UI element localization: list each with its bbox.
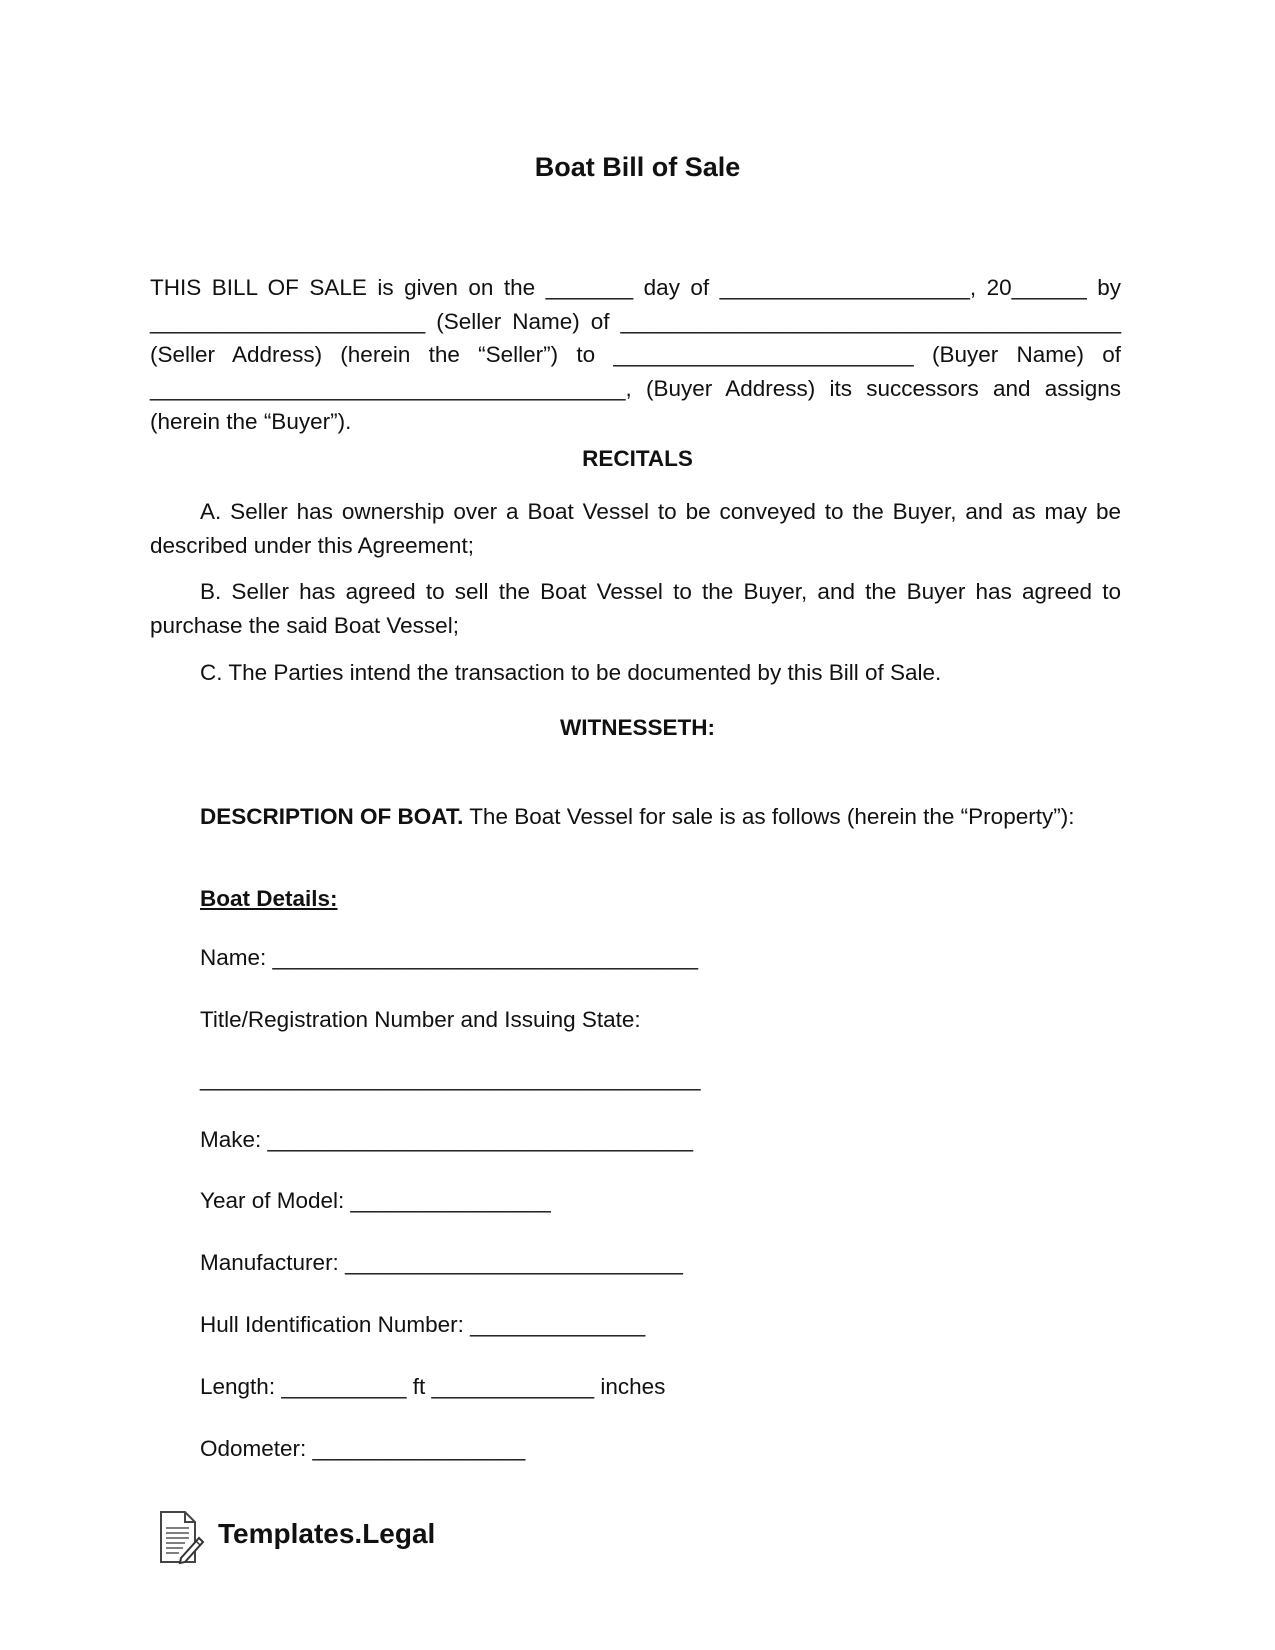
recital-a: A. Seller has ownership over a Boat Vessel to be conveyed to the Buyer, and as may be described under this Agreement; bbox=[150, 499, 1121, 558]
field-title-registration: Title/Registration Number and Issuing State: bbox=[200, 1007, 641, 1032]
field-title-registration-line: ________________________________________ bbox=[200, 1066, 701, 1091]
document-pen-icon bbox=[155, 1508, 205, 1566]
field-odometer: Odometer: _________________ bbox=[200, 1436, 526, 1461]
brand-name: Templates.Legal bbox=[218, 1518, 436, 1549]
field-year-of-model: Year of Model: ________________ bbox=[200, 1188, 551, 1213]
field-name: Name: __________________________________ bbox=[200, 945, 698, 970]
recitals-heading: RECITALS bbox=[582, 446, 693, 471]
field-hull-id: Hull Identification Number: ______________ bbox=[200, 1312, 646, 1337]
boat-details-heading: Boat Details: bbox=[200, 886, 338, 911]
recital-c: C. The Parties intend the transaction to be documented by this Bill of Sale. bbox=[200, 660, 942, 685]
witnesseth-heading: WITNESSETH: bbox=[560, 715, 715, 740]
intro-paragraph: THIS BILL OF SALE is given on the _______ day of ____________________, 20______ by ______________________ (Seller Name) of ________________________________________ (Seller Address) (herein the “Seller”) to ________________________ (Buyer Name) of ______________________________________, (Buyer Address) its successors and assigns (herein the “Buyer”). bbox=[150, 275, 1121, 434]
description-label: DESCRIPTION OF BOAT. bbox=[200, 804, 464, 829]
field-manufacturer: Manufacturer: ___________________________ bbox=[200, 1250, 683, 1275]
field-make: Make: __________________________________ bbox=[200, 1127, 693, 1152]
field-length: Length: __________ ft _____________ inches bbox=[200, 1374, 666, 1399]
description-of-boat bbox=[150, 800, 1121, 834]
document-title: Boat Bill of Sale bbox=[534, 152, 741, 182]
description-text: The Boat Vessel for sale is as follows (herein the “Property”): bbox=[463, 804, 1075, 829]
recital-b: B. Seller has agreed to sell the Boat Vessel to the Buyer, and the Buyer has agreed to purchase the said Boat Vessel; bbox=[150, 579, 1121, 638]
